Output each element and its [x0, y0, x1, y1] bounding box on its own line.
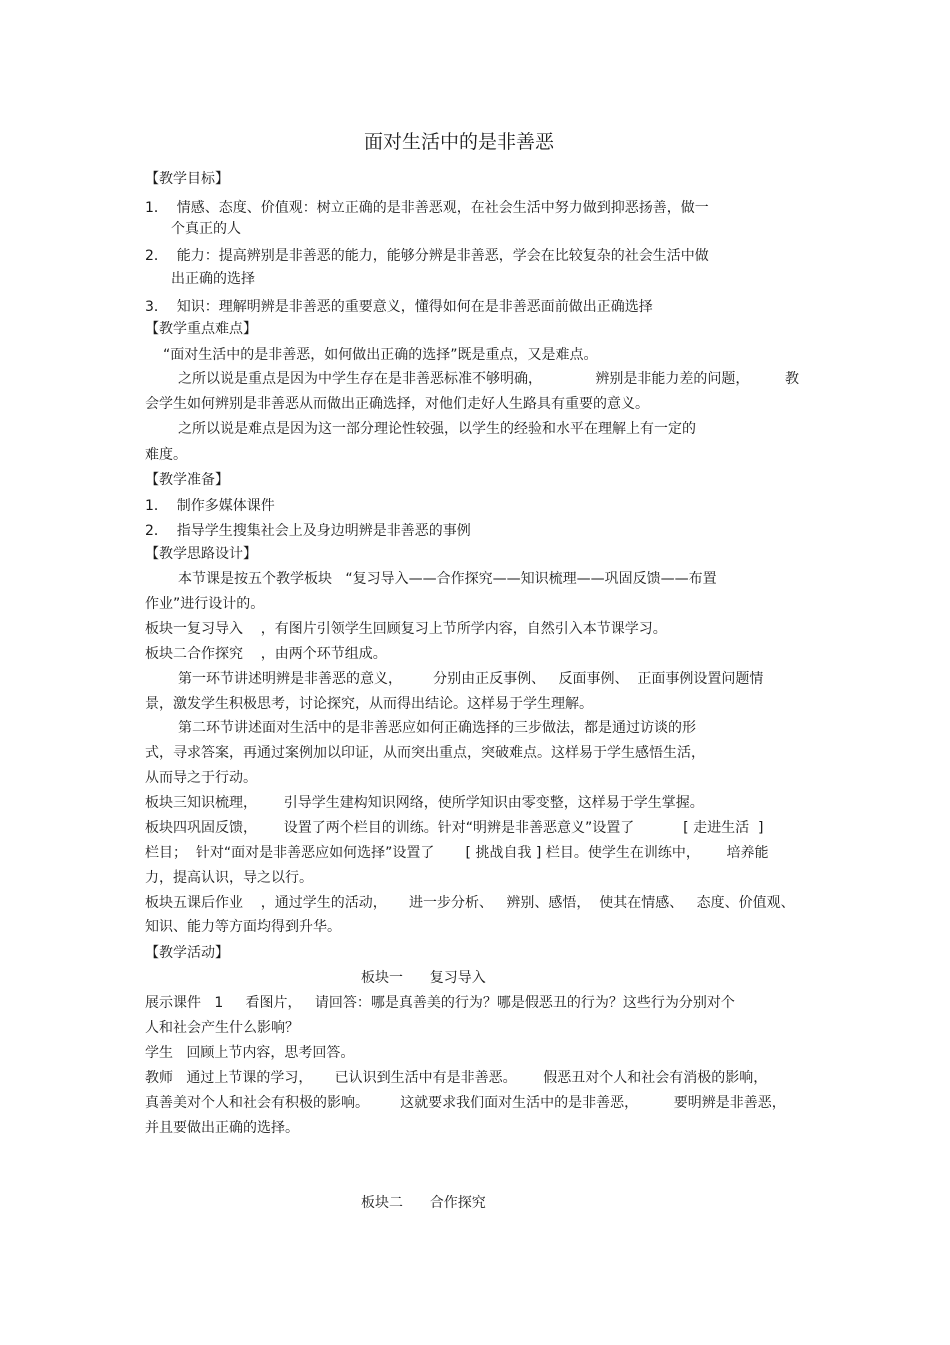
section-heading-activities: 【教学活动】	[145, 945, 229, 961]
document-title: 面对生活中的是非善恶	[364, 131, 555, 153]
paragraph-line: 第二环节讲述面对生活中的是非善恶应如何正确选择的三步做法，都是通过访谈的形	[178, 720, 696, 736]
paragraph-line: 本节课是按五个教学板块 “复习导入——合作探究——知识梳理——巩固反馈——布置	[178, 571, 717, 587]
paragraph-line: 难度。	[145, 447, 187, 463]
paragraph-line: 板块二合作探究 ，由两个环节组成。	[145, 646, 387, 662]
block-one-heading: 板块一 复习导入	[361, 970, 486, 986]
section-heading-design: 【教学思路设计】	[145, 546, 257, 562]
paragraph-line: 教师 通过上节课的学习， 已认识到生活中有是非善恶。 假恶丑对个人和社会有消极的影响，	[145, 1070, 768, 1086]
paragraph-line: 之所以说是难点是因为这一部分理论性较强，以学生的经验和水平在理解上有一定的	[178, 421, 696, 437]
objective-2: 2． 能力：提高辨别是非善恶的能力，能够分辨是非善恶，学会在比较复杂的社会生活中做	[145, 248, 709, 264]
objective-2-cont: 出正确的选择	[171, 271, 255, 287]
objective-1: 1． 情感、态度、价值观：树立正确的是非善恶观，在社会生活中努力做到抑恶扬善，做一	[145, 200, 709, 216]
paragraph-line: 人和社会产生什么影响？	[145, 1020, 299, 1036]
section-heading-key-points: 【教学重点难点】	[145, 321, 257, 337]
paragraph-line: 并且要做出正确的选择。	[145, 1120, 299, 1136]
paragraph-line: 景，激发学生积极思考，讨论探究，从而得出结论。这样易于学生理解。	[145, 696, 593, 712]
paragraph-line: 式，寻求答案，再通过案例加以印证，从而突出重点，突破难点。这样易于学生感悟生活，	[145, 745, 705, 761]
paragraph-line: 展示课件 1 看图片， 请回答：哪是真善美的行为？哪是假恶丑的行为？这些行为分别对个	[145, 995, 735, 1011]
paragraph-line: 板块一复习导入 ，有图片引领学生回顾复习上节所学内容，自然引入本节课学习。	[145, 621, 667, 637]
paragraph-line: 真善美对个人和社会有积极的影响。 这就要求我们面对生活中的是非善恶， 要明辨是非善恶，	[145, 1095, 786, 1111]
preparation-1: 1． 制作多媒体课件	[145, 498, 275, 514]
section-heading-objectives: 【教学目标】	[145, 171, 229, 187]
objective-3: 3． 知识：理解明辨是非善恶的重要意义，懂得如何在是非善恶面前做出正确选择	[145, 299, 653, 315]
paragraph-line: 第一环节讲述明辨是非善恶的意义， 分别由正反事例、 反面事例、 正面事例设置问题情	[178, 671, 764, 687]
paragraph-line: 会学生如何辨别是非善恶从而做出正确选择，对他们走好人生路具有重要的意义。	[145, 396, 649, 412]
paragraph-line: 学生 回顾上节内容，思考回答。	[145, 1045, 355, 1061]
block-two-heading: 板块二 合作探究	[361, 1195, 486, 1211]
paragraph-line: 力，提高认识，导之以行。	[145, 870, 313, 886]
objective-1-cont: 个真正的人	[171, 221, 241, 237]
paragraph-line: 作业”进行设计的。	[145, 596, 265, 612]
preparation-2: 2． 指导学生搜集社会上及身边明辨是非善恶的事例	[145, 523, 471, 539]
paragraph-line: 之所以说是重点是因为中学生存在是非善恶标准不够明确， 辨别是非能力差的问题， 教	[178, 371, 800, 387]
paragraph-line: 知识、能力等方面均得到升华。	[145, 919, 341, 935]
paragraph-line: 从而导之于行动。	[145, 770, 257, 786]
paragraph-line: “面对生活中的是非善恶，如何做出正确的选择”既是重点，又是难点。	[163, 347, 598, 363]
paragraph-line: 栏目； 针对“面对是非善恶应如何选择”设置了 [ 挑战自我 ] 栏目。使学生在训练中， 培养能	[145, 845, 769, 861]
paragraph-line: 板块五课后作业 ，通过学生的活动， 进一步分析、 辨别、感悟， 使其在情感、 态度、价值观、	[145, 895, 795, 911]
paragraph-line: 板块四巩固反馈， 设置了两个栏目的训练。针对“明辨是非善恶意义”设置了 [ 走进生活 ]	[145, 820, 764, 836]
paragraph-line: 板块三知识梳理， 引导学生建构知识网络，使所学知识由零变整，这样易于学生掌握。	[145, 795, 704, 811]
section-heading-preparation: 【教学准备】	[145, 472, 229, 488]
